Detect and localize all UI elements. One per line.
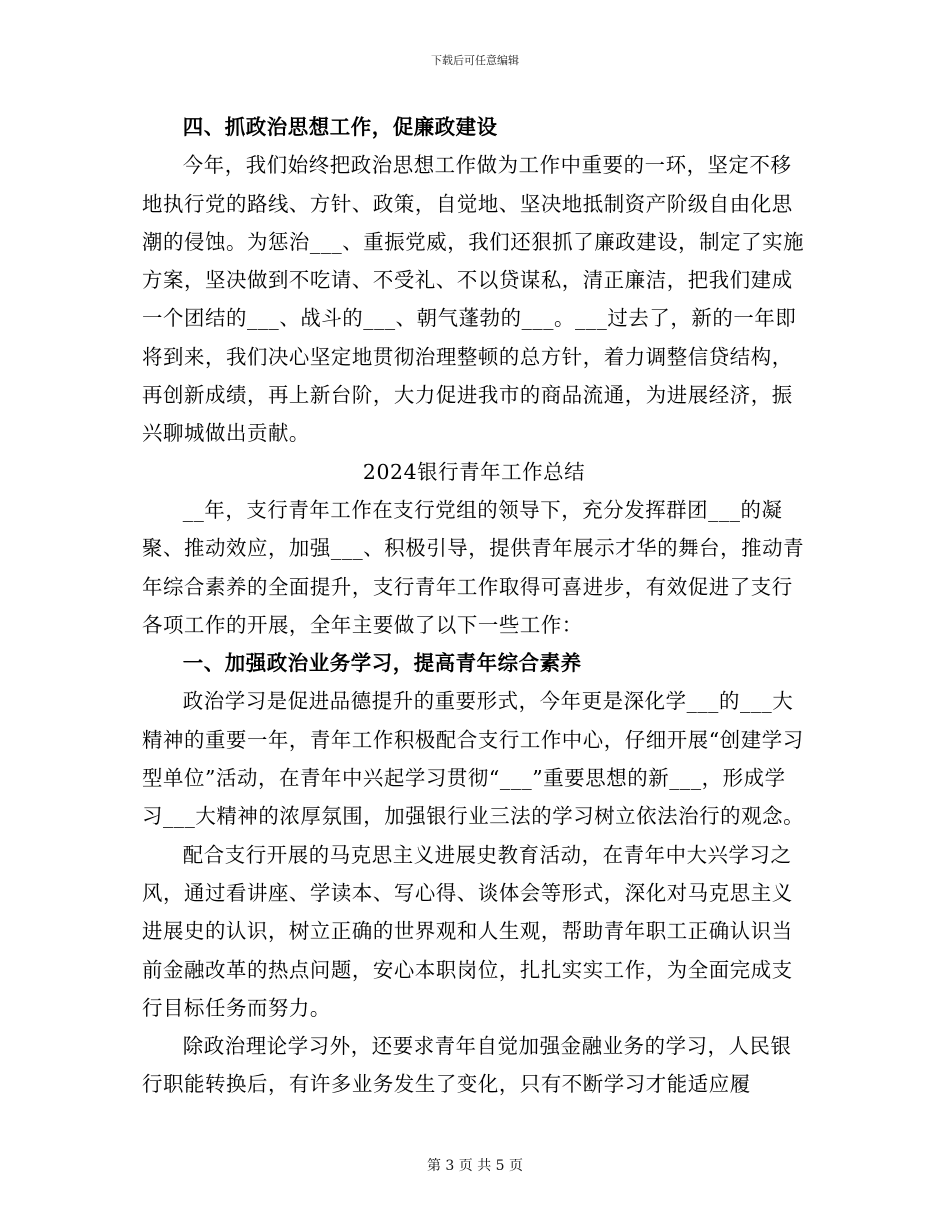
paragraph-business-study: 除政治理论学习外，还要求青年自觉加强金融业务的学习，人民银行职能转换后，有许多业务发生了变化，只有不断学习才能适应履 xyxy=(142,1034,792,1097)
intro-paragraph: __年，支行青年工作在支行党组的领导下，充分发挥群团___的凝聚、推动效应，加强___、积极引导，提供青年展示才华的舞台，推动青年综合素养的全面提升，支行青年工作取得可喜进步，有效促进了支行各项工作的开展，全年主要做了以下一些工作： xyxy=(142,497,805,637)
document-body xyxy=(142,108,806,1104)
document-title: 2024银行青年工作总结 xyxy=(362,459,586,484)
section-4-paragraph: 今年，我们始终把政治思想工作做为工作中重要的一环，坚定不移地执行党的路线、方针、政策，自觉地、坚决地抵制资产阶级自由化思潮的侵蚀。为惩治___、重振党威，我们还狠抓了廉政建设，制定了实施方案，坚决做到不吃请、不受礼、不以贷谋私，清正廉洁，把我们建成一个团结的___、战斗的___、朝气蓬勃的___。___过去了，新的一年即将到来，我们决心坚定地贯彻治理整顿的总方针，着力调整信贷结构，再创新成绩，再上新台阶，大力促进我市的商品流通，为进展经济，振兴聊城做出贡献。 xyxy=(142,153,805,446)
page-number-footer: 第 3 页 共 5 页 xyxy=(426,1158,524,1174)
paragraph-marxism-history: 配合支行开展的马克思主义进展史教育活动，在青年中大兴学习之风，通过看讲座、学读本、写心得、谈体会等形式，深化对马克思主义进展史的认识，树立正确的世界观和人生观，帮助青年职工正确认识当前金融改革的热点问题，安心本职岗位，扎扎实实工作，为全面完成支行目标任务而努力。 xyxy=(142,842,793,1020)
page-header-note: 下载后可任意编辑 xyxy=(431,54,519,67)
section-1-heading: 一、加强政治业务学习，提高青年综合素养 xyxy=(182,651,582,676)
section-4-heading: 四、抓政治思想工作，促廉政建设 xyxy=(182,115,498,139)
paragraph-political-study: 政治学习是促进品德提升的重要形式，今年更是深化学___的___大精神的重要一年，青年工作积极配合支行工作中心，仔细开展“创建学习型单位”活动，在青年中兴起学习贯彻“___”重要思想的新___，形成学习___大精神的浓厚氛围，加强银行业三法的学习树立依法治行的观念。 xyxy=(142,689,805,829)
